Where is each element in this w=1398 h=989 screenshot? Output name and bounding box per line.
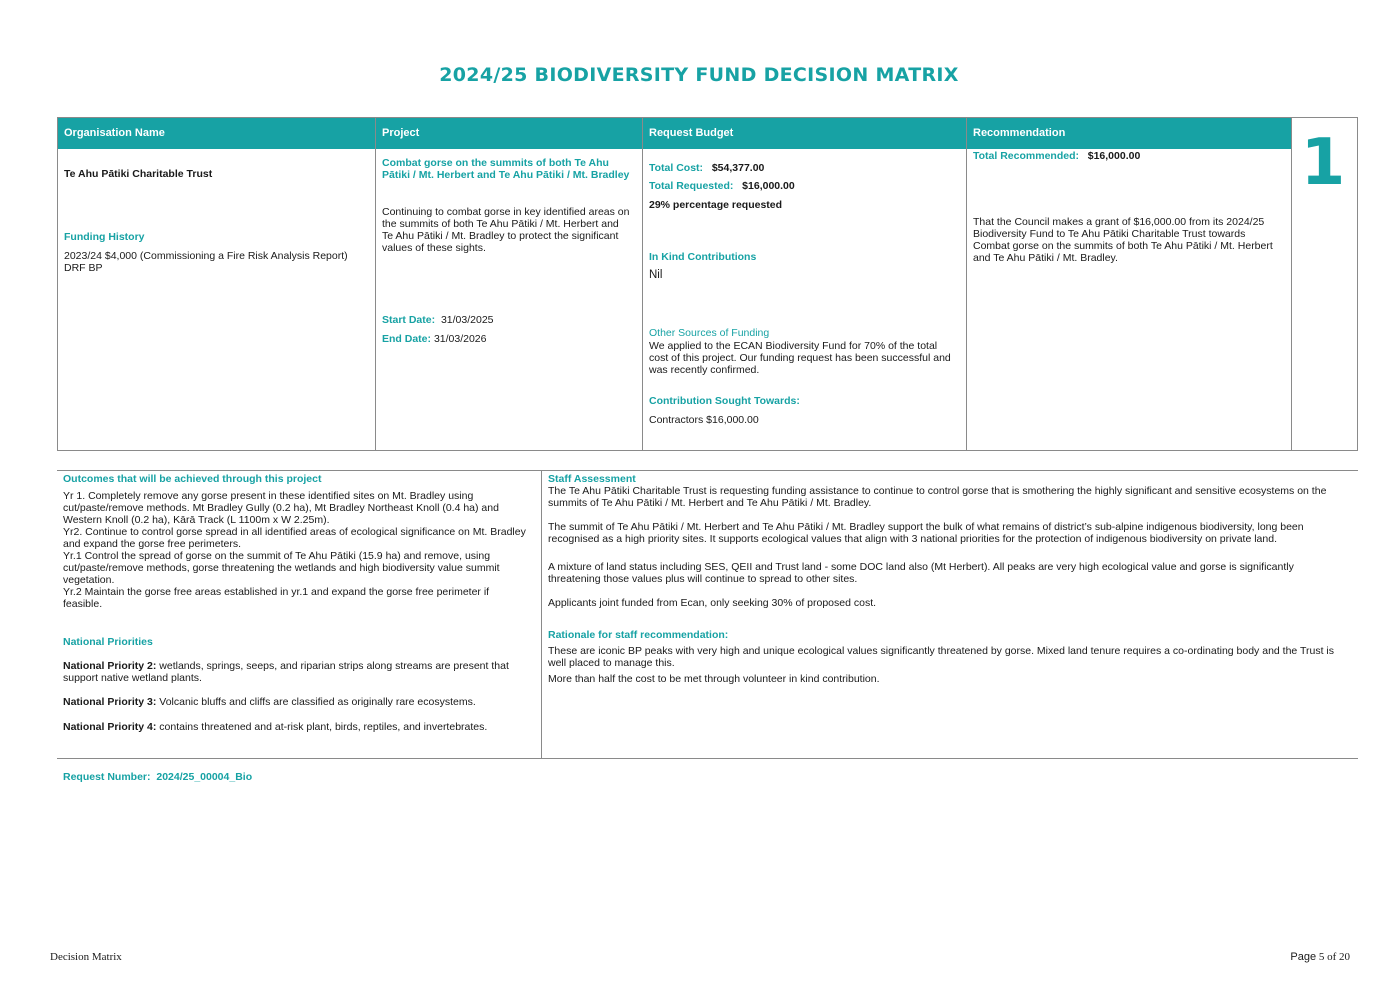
outcomes-line: Western Knoll (0.2 ha), Kārā Track (L 1100m x W 2.25m). (63, 514, 330, 526)
recommendation-column (967, 118, 1292, 450)
staff-assessment-line: Applicants joint funded from Ecan, only seeking 30% of proposed cost. (548, 597, 877, 609)
start-date-label: Start Date: (382, 314, 436, 326)
outcomes-line: Yr.2 Maintain the gorse free areas established in yr.1 and expand the gorse free perimeter if (63, 586, 490, 598)
total-recommended-label: Total Recommended: (973, 150, 1079, 162)
start-date (382, 314, 494, 326)
recommendation-text-line: Biodiversity Fund to Te Ahu Pātiki Charitable Trust towards (973, 228, 1246, 240)
staff-assessment-line: The Te Ahu Pātiki Charitable Trust is requesting funding assistance to continue to control gorse that is smothering the highly significant and sensitive ecosystems on the (548, 485, 1327, 497)
outcomes-line: Yr 1. Completely remove any gorse present in these identified sites on Mt. Bradley using (63, 490, 474, 502)
national-priority-4-label: National Priority 4: (63, 721, 157, 733)
outcomes-line: Yr.1 Control the spread of gorse on the summit of Te Ahu Pātiki (15.9 ha) and remove, using (63, 550, 491, 562)
end-date-value: 31/03/2026 (433, 333, 487, 345)
staff-assessment-line: recognised as a high priority sites. It supports ecological values that align with 3 national priorities for the protection of indigenous biodiversity on private land. (548, 533, 1277, 545)
staff-assessment-label: Staff Assessment (548, 473, 636, 485)
national-priority-2-label: National Priority 2: (63, 660, 157, 672)
in-kind-value: Nil (649, 269, 663, 281)
start-date-value: 31/03/2025 (440, 314, 494, 326)
page-title: 2024/25 BIODIVERSITY FUND DECISION MATRIX (439, 64, 959, 86)
percentage-requested: 29% percentage requested (649, 199, 783, 211)
funding-history-line: DRF BP (64, 262, 103, 274)
decision-matrix-table (57, 117, 1358, 451)
project-description-line: Continuing to combat gorse in key identified areas on (382, 206, 630, 218)
request-number-value: 2024/25_00004_Bio (156, 771, 253, 783)
total-cost (649, 162, 764, 174)
other-sources-label: Other Sources of Funding (649, 327, 770, 339)
national-priority-2-cont: support native wetland plants. (63, 672, 202, 684)
national-priorities-label: National Priorities (63, 636, 153, 648)
organisation-name: Te Ahu Pātiki Charitable Trust (64, 168, 213, 180)
funding-history-line: 2023/24 $4,000 (Commissioning a Fire Risk Analysis Report) (64, 250, 348, 262)
footer-document-name: Decision Matrix (50, 951, 122, 963)
recommendation-header: Recommendation (967, 118, 1291, 149)
contribution-value: Contractors $16,000.00 (649, 414, 759, 426)
request-number-label: Request Number: (63, 771, 151, 783)
outcomes-line: and expand the gorse free perimeters. (63, 538, 242, 550)
other-sources-line: was recently confirmed. (649, 364, 760, 376)
recommendation-text-line: That the Council makes a grant of $16,000.00 from its 2024/25 (973, 216, 1265, 228)
project-description-line: Te Ahu Pātiki / Mt. Bradley to protect the significant (382, 230, 619, 242)
rationale-line: These are iconic BP peaks with very high and unique ecological values significantly threatened by gorse. Mixed land tenure requires a co-ordinating body and the Trust is (548, 645, 1335, 657)
outcomes-line: cut/paste/remove methods. Mt Bradley Gully (0.2 ha), Mt Bradley Northeast Knoll (0.4 ha) and (63, 502, 499, 514)
staff-assessment-line: A mixture of land status including SES, QEII and Trust land - some DOC land also (Mt Herbert). All peaks are very high ecological value and gorse is significantly (548, 561, 1294, 573)
other-sources-line: We applied to the ECAN Biodiversity Fund for 70% of the total (649, 340, 938, 352)
contribution-label: Contribution Sought Towards: (649, 395, 800, 407)
staff-assessment-line: threatening those values plus will continue to spread to other sites. (548, 573, 858, 585)
project-title-line: Pātiki / Mt. Herbert and Te Ahu Pātiki / Mt. Bradley (382, 169, 630, 181)
national-priority-3-label: National Priority 3: (63, 696, 157, 708)
national-priority-3 (63, 696, 476, 708)
outcomes-line: Yr2. Continue to control gorse spread in all identified areas of ecological significance on Mt. Bradley (63, 526, 526, 538)
section-divider (541, 471, 542, 758)
footer-page-word: Page (1290, 951, 1317, 963)
total-cost-value: $54,377.00 (711, 162, 765, 174)
project-description-line: the summits of both Te Ahu Pātiki / Mt. Herbert and (382, 218, 619, 230)
footer-page-count: 5 of 20 (1316, 951, 1350, 963)
organisation-column (58, 118, 376, 450)
footer-page-number (1290, 951, 1350, 963)
recommendation-text-line: Combat gorse on the summits of both Te Ahu Pātiki / Mt. Herbert (973, 240, 1273, 252)
total-cost-label: Total Cost: (649, 162, 704, 174)
in-kind-label: In Kind Contributions (649, 251, 757, 263)
item-number-column (1292, 118, 1359, 450)
project-title-line: Combat gorse on the summits of both Te Ahu (382, 157, 609, 169)
national-priority-3-text: Volcanic bluffs and cliffs are classified as originally rare ecosystems. (156, 696, 476, 708)
total-requested-value: $16,000.00 (742, 180, 795, 192)
other-sources-line: cost of this project. Our funding request has been successful and (649, 352, 951, 364)
outcomes-line: feasible. (63, 598, 103, 610)
budget-header: Request Budget (643, 118, 966, 149)
national-priority-4-text: contains threatened and at-risk plant, birds, reptiles, and invertebrates. (156, 721, 488, 733)
national-priority-2-text: wetlands, springs, seeps, and riparian strips along streams are present that (156, 660, 509, 672)
rationale-label: Rationale for staff recommendation: (548, 629, 729, 641)
organisation-header: Organisation Name (58, 118, 375, 149)
outcomes-label: Outcomes that will be achieved through this project (63, 473, 322, 485)
end-date-label: End Date: (382, 333, 432, 345)
project-column (376, 118, 643, 450)
outcomes-line: cut/paste/remove methods, gorse threatening the wetlands and high biodiversity value summit (63, 562, 500, 574)
total-requested-label: Total Requested: (649, 180, 734, 192)
total-recommended-value: $16,000.00 (1087, 150, 1141, 162)
rationale-line: well placed to manage this. (548, 657, 675, 669)
total-requested (649, 180, 795, 192)
recommendation-text-line: and Te Ahu Pātiki / Mt. Bradley. (973, 252, 1118, 264)
rationale-line: More than half the cost to be met through volunteer in kind contribution. (548, 673, 880, 685)
funding-history-label: Funding History (64, 231, 145, 243)
budget-column (643, 118, 967, 450)
national-priority-2 (63, 660, 509, 672)
national-priority-4 (63, 721, 487, 733)
total-recommended (973, 150, 1140, 162)
end-date (382, 333, 487, 345)
staff-assessment-line: summits of Te Ahu Pātiki / Mt. Herbert and Te Ahu Pātiki / Mt. Bradley. (548, 497, 872, 509)
assessment-section (57, 470, 1358, 759)
request-number (63, 771, 252, 783)
outcomes-line: vegetation. (63, 574, 115, 586)
item-number: 1 (1300, 126, 1346, 200)
staff-assessment-line: The summit of Te Ahu Pātiki / Mt. Herbert and Te Ahu Pātiki / Mt. Bradley support the bulk of what remains of district’s sub-alpine indigenous biodiversity, long been (548, 521, 1304, 533)
project-description-line: values of these sights. (382, 242, 486, 254)
project-header: Project (376, 118, 642, 149)
